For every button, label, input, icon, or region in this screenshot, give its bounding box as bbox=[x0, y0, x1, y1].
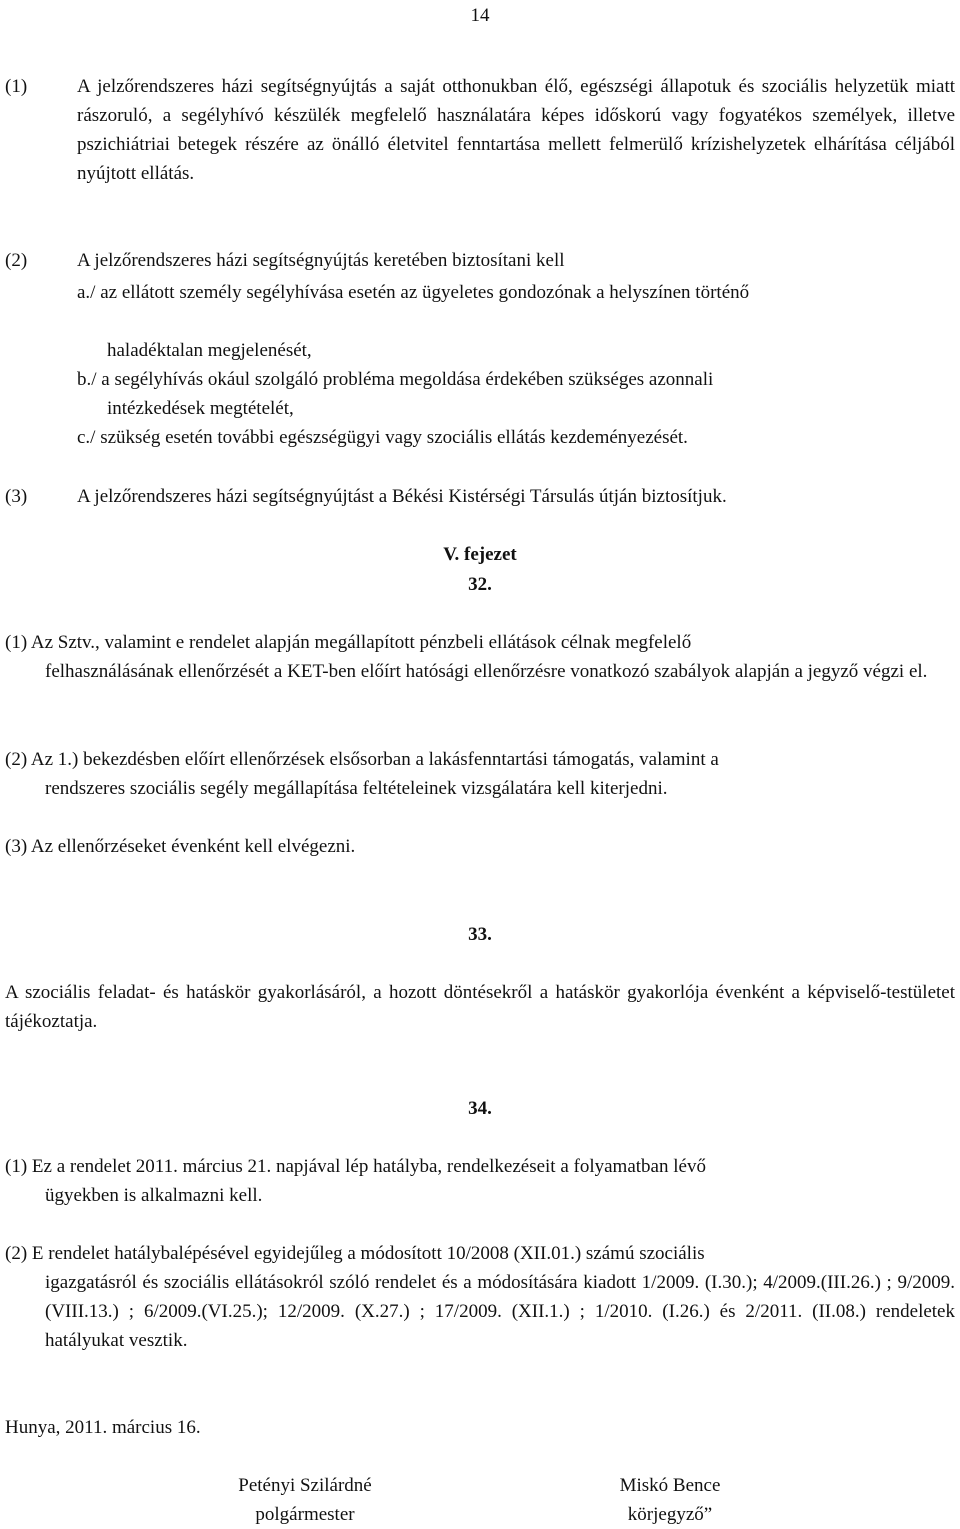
signature-name: Petényi Szilárdné bbox=[238, 1475, 372, 1496]
list-item-c: c./ szükség esetén további egészségügyi vagy szociális ellátás kezdeményezését. bbox=[77, 427, 688, 448]
signature-mayor bbox=[195, 1471, 415, 1529]
paragraph-text: A jelzőrendszeres házi segítségnyújtás a saját otthonukban élő, egészségi állapotuk és szociális helyzetük miatt rászoruló, a segélyhívó készülék megfelelő használatára képes időskorú vagy fogyatékos személyek, illetve pszichiátriai betegek részére az önálló életvitel fenntartása mellett felmerülő krízishelyzetek elhárítása céljából nyújtott ellátás. bbox=[77, 76, 955, 184]
signature-title: körjegyző” bbox=[627, 1504, 713, 1525]
section-33-title: 33. bbox=[468, 924, 492, 945]
s34-paragraph-2-cont: igazgatásról és szociális ellátásokról szóló rendelet és a módosítására kiadott 1/2009. (I.30.); 4/2009.(III.26.) ; 9/2009. (VIII.13.) ; 6/2009.(VI.25.); 12/2009. (X.27.) ; 17/2009. (XII.1.) ; 1/2010. (I.26.) és 2/2011. (II.08.) rendeletek hatályukat vesztik. bbox=[45, 1272, 955, 1351]
s33-paragraph: A szociális feladat- és hatáskör gyakorlásáról, a hozott döntésekről a hatáskör gyakorlója évenként a képviselő-testületet tájékoztatja. bbox=[5, 982, 955, 1032]
signature-title: polgármester bbox=[255, 1504, 355, 1525]
chapter-title: V. fejezet bbox=[443, 544, 517, 565]
paragraph-number: (3) bbox=[5, 486, 28, 507]
s32-paragraph-1-cont: felhasználásának ellenőrzését a KET-ben előírt hatósági ellenőrzésre vonatkozó szabályok alapján a jegyző végzi el. bbox=[45, 661, 928, 682]
paragraph-number: (1) bbox=[5, 76, 28, 97]
s32-paragraph-2: (2) Az 1.) bekezdésben előírt ellenőrzések elsősorban a lakásfenntartási támogatás, valamint a bbox=[5, 749, 719, 770]
paragraph-text: A jelzőrendszeres házi segítségnyújtást a Békési Kistérségi Társulás útján biztosítjuk. bbox=[77, 486, 727, 507]
section-34-title: 34. bbox=[468, 1098, 492, 1119]
list-item-a-cont: haladéktalan megjelenését, bbox=[107, 340, 312, 361]
paragraph-number: (2) bbox=[5, 250, 28, 271]
s32-paragraph-2-cont: rendszeres szociális segély megállapítása feltételeinek vizsgálatára kell kiterjedni. bbox=[45, 778, 668, 799]
signature-name: Miskó Bence bbox=[619, 1475, 721, 1496]
place-date: Hunya, 2011. március 16. bbox=[5, 1417, 201, 1438]
paragraph-text: A jelzőrendszeres házi segítségnyújtás keretében biztosítani kell bbox=[77, 250, 565, 271]
page-number: 14 bbox=[470, 5, 490, 26]
s32-paragraph-3: (3) Az ellenőrzéseket évenként kell elvégezni. bbox=[5, 836, 356, 857]
s32-paragraph-1: (1) Az Sztv., valamint e rendelet alapján megállapított pénzbeli ellátások célnak megfelelő bbox=[5, 632, 692, 653]
list-item-b: b./ a segélyhívás okául szolgáló probléma megoldása érdekében szükséges azonnali bbox=[77, 369, 714, 390]
section-32-title: 32. bbox=[468, 574, 492, 595]
list-item-b-cont: intézkedések megtételét, bbox=[107, 398, 294, 419]
s34-paragraph-1-cont: ügyekben is alkalmazni kell. bbox=[45, 1185, 263, 1206]
signature-notary bbox=[560, 1471, 780, 1529]
s34-paragraph-2: (2) E rendelet hatálybalépésével egyidejűleg a módosított 10/2008 (XII.01.) számú szociális bbox=[5, 1243, 705, 1264]
s34-paragraph-1: (1) Ez a rendelet 2011. március 21. napjával lép hatályba, rendelkezéseit a folyamatban lévő bbox=[5, 1156, 706, 1177]
list-item-a: a./ az ellátott személy segélyhívása esetén az ügyeletes gondozónak a helyszínen történő bbox=[77, 282, 750, 303]
